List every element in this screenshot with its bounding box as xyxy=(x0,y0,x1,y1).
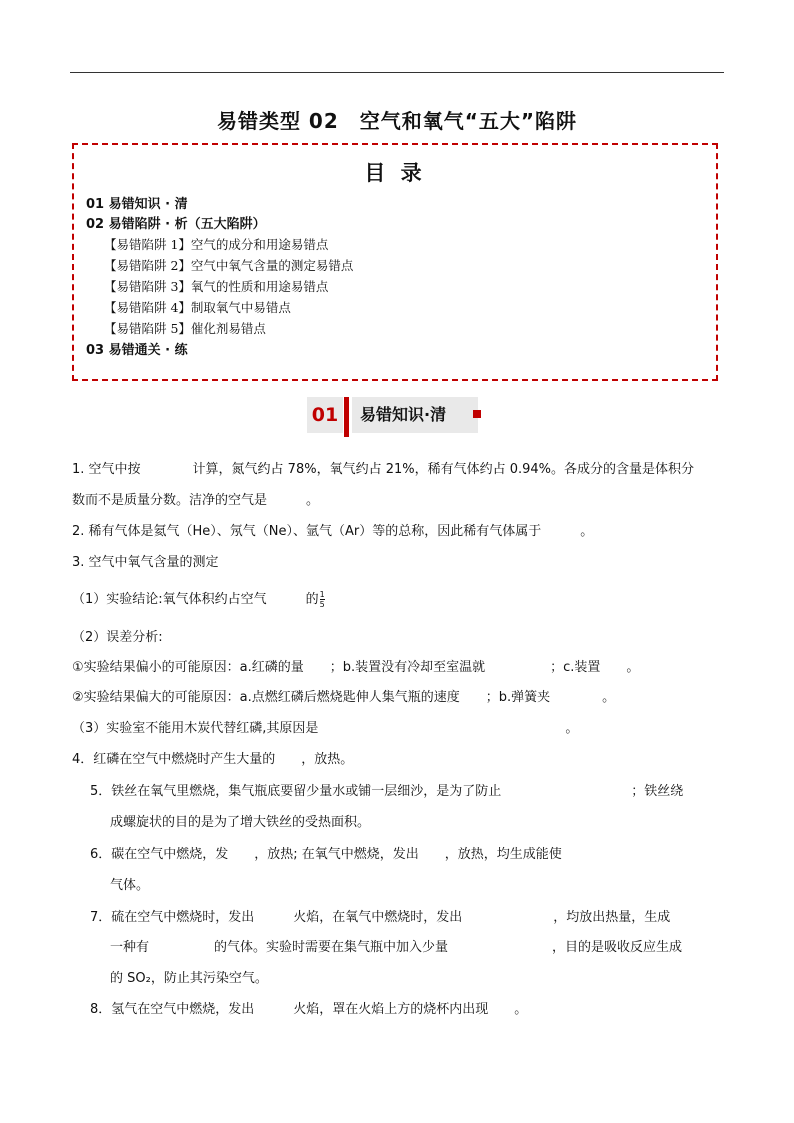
body-line: 气体。 xyxy=(110,878,150,893)
fraction-numerator: 1 xyxy=(319,590,325,599)
toc-subitem[interactable]: 【易错陷阱 3】氧气的性质和用途易错点 xyxy=(104,279,329,294)
section-label: 易错知识·清 xyxy=(352,397,478,433)
body-line: 8．氢气在空气中燃烧，发出 火焰，罩在火焰上方的烧杯内出现 。 xyxy=(90,1002,528,1017)
toc-item[interactable]: 01 易错知识 · 清 xyxy=(86,197,188,212)
toc-subitem[interactable]: 【易错陷阱 5】催化剂易错点 xyxy=(104,321,266,336)
toc-subitem[interactable]: 【易错陷阱 4】制取氧气中易错点 xyxy=(104,300,291,315)
toc-item[interactable]: 03 易错通关 · 练 xyxy=(86,343,188,358)
toc-subitem[interactable]: 【易错陷阱 2】空气中氧气含量的测定易错点 xyxy=(104,258,354,273)
body-line: 7．硫在空气中燃烧时，发出 火焰，在氧气中燃烧时，发出 ，均放出热量，生成 xyxy=(90,910,671,925)
fraction xyxy=(320,590,325,609)
body-line: （3）实验室不能用木炭代替红磷,其原因是 。 xyxy=(72,721,579,736)
body-line: 成螺旋状的目的是为了增大铁丝的受热面积。 xyxy=(110,815,371,830)
header-rule xyxy=(70,72,724,73)
body-line: 3. 空气中氧气含量的测定 xyxy=(72,555,219,570)
body-line: 一种有 的气体。实验时需要在集气瓶中加入少量 ，目的是吸收反应生成 xyxy=(110,940,683,955)
body-line: 6．碳在空气中燃烧，发 ，放热; 在氧气中燃烧，发出 ，放热，均生成能使 xyxy=(90,847,562,862)
toc-heading: 目 录 xyxy=(364,161,426,185)
body-line: 的 SO₂，防止其污染空气。 xyxy=(110,971,268,986)
toc-subitem[interactable]: 【易错陷阱 1】空气的成分和用途易错点 xyxy=(104,237,329,252)
body-line: ②实验结果偏大的可能原因：a.点燃红磷后燃烧匙伸人集气瓶的速度 ；b.弹簧夹 。 xyxy=(72,690,616,705)
fraction-denominator: 5 xyxy=(319,600,325,609)
page-title: 易错类型 02 空气和氧气“五大”陷阱 xyxy=(216,109,578,133)
body-line xyxy=(72,588,325,609)
body-text: （1）实验结论:氧气体积约占空气 的 xyxy=(72,592,319,607)
toc-box xyxy=(72,143,718,381)
body-line: 数而不是质量分数。洁净的空气是 。 xyxy=(72,493,320,508)
section-number: 01 xyxy=(307,397,343,433)
section-divider xyxy=(344,397,349,437)
body-line: 5．铁丝在氧气里燃烧，集气瓶底要留少量水或铺一层细沙，是为了防止 ；铁丝绕 xyxy=(90,784,684,799)
body-line: 1. 空气中按 计算，氮气约占 78%，氧气约占 21%，稀有气体约占 0.94%。各成分的含量是体积分 xyxy=(72,462,695,477)
body-line: 4．红磷在空气中燃烧时产生大量的 ，放热。 xyxy=(72,752,354,767)
toc-item[interactable]: 02 易错陷阱 · 析（五大陷阱） xyxy=(86,217,266,232)
body-line: 2. 稀有气体是氦气（He）、氖气（Ne）、氩气（Ar）等的总称，因此稀有气体属于 。 xyxy=(72,524,594,539)
body-line: ①实验结果偏小的可能原因：a.红磷的量 ；b.装置没有冷却至室温就 ；c.装置 。 xyxy=(72,660,640,675)
section-square-icon xyxy=(473,410,481,418)
body-line: （2）误差分析: xyxy=(72,630,163,645)
